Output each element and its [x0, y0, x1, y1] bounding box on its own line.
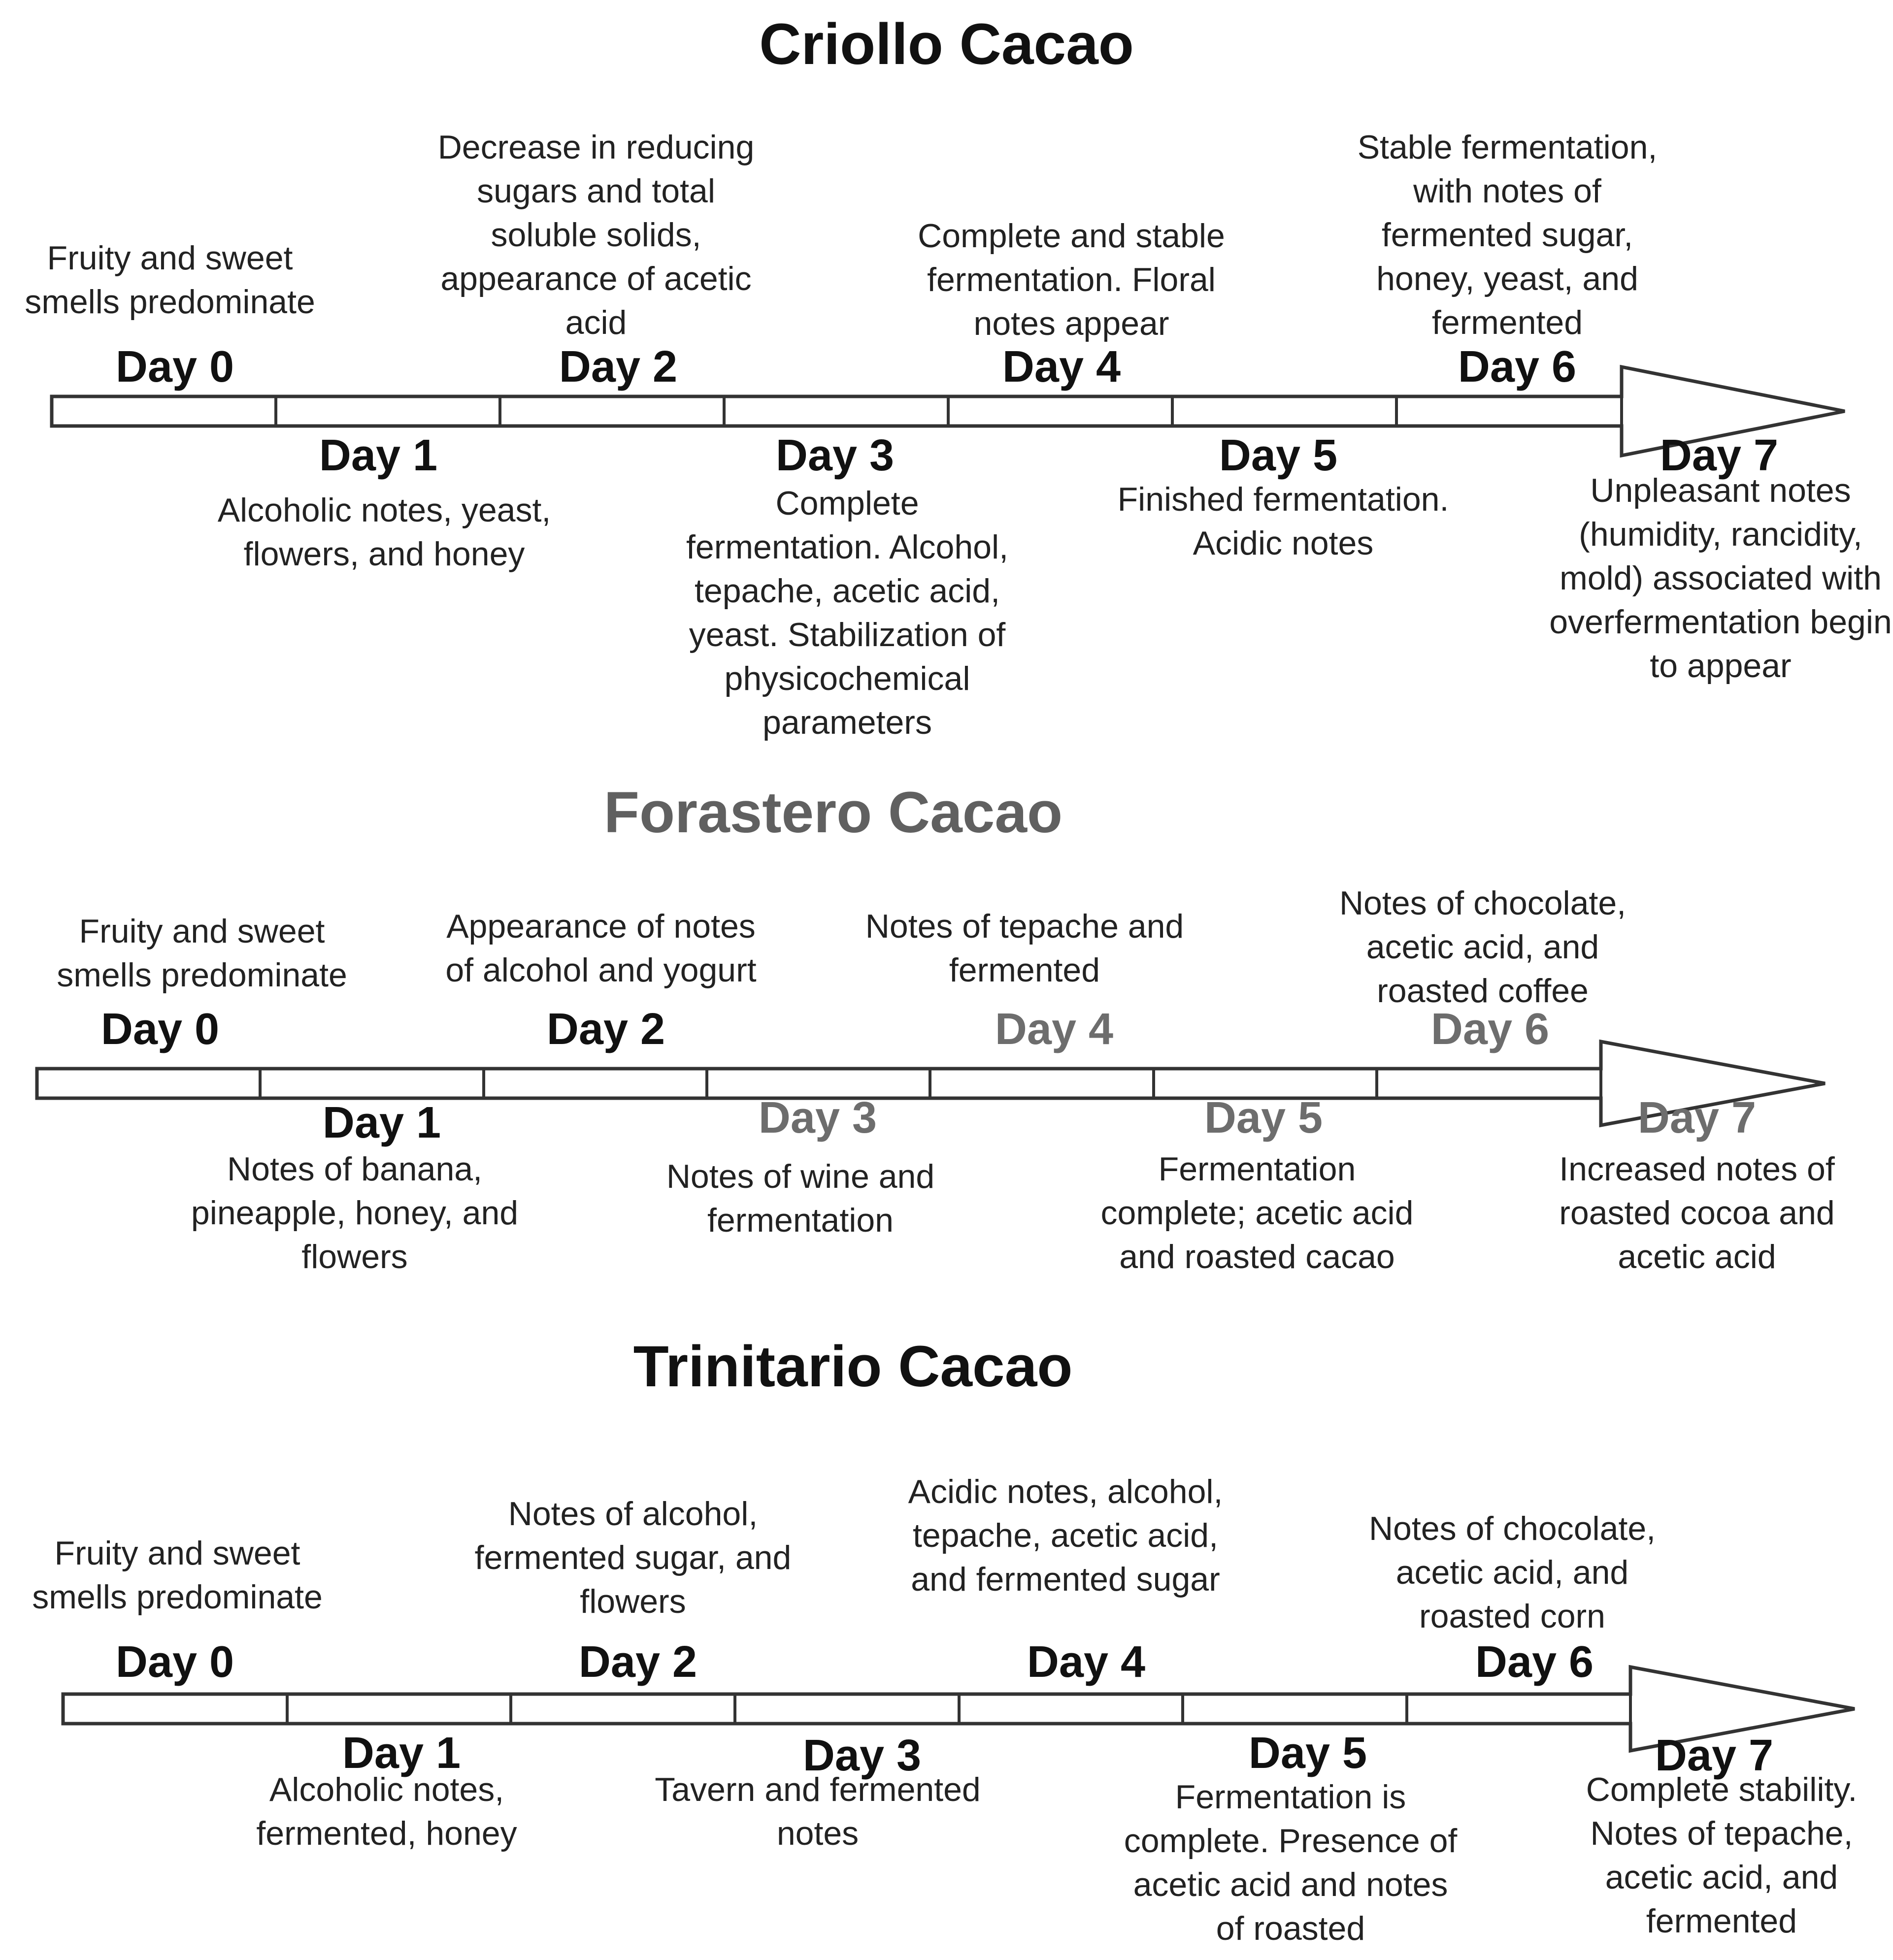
note-trinitario-day0: Fruity and sweet smells predominate — [32, 1535, 323, 1616]
note-forastero-day1: Notes of banana, pineapple, honey, and flowers — [191, 1150, 519, 1275]
timeline-criollo — [0, 0, 1893, 741]
day-label-trinitario-day2: Day 2 — [578, 1637, 697, 1687]
day-label-criollo-day5: Day 5 — [1219, 431, 1338, 480]
title-forastero: Forastero Cacao — [603, 780, 1063, 845]
day-label-forastero-day6: Day 6 — [1430, 1005, 1550, 1054]
day-label-forastero-day0: Day 0 — [100, 1005, 220, 1054]
note-forastero-day5: Fermentation complete; acetic acid and roasted cacao — [1100, 1150, 1414, 1275]
note-trinitario-day6: Notes of chocolate, acetic acid, and roasted corn — [1368, 1510, 1656, 1635]
note-forastero-day4: Notes of tepache and fermented — [865, 908, 1184, 989]
day-label-forastero-day5: Day 5 — [1204, 1093, 1323, 1143]
day-label-trinitario-day4: Day 4 — [1027, 1637, 1146, 1687]
note-criollo-day1: Alcoholic notes, yeast, flowers, and honey — [217, 491, 551, 573]
note-forastero-day6: Notes of chocolate, acetic acid, and roasted coffee — [1339, 884, 1627, 1010]
note-trinitario-day4: Acidic notes, alcohol, tepache, acetic acid, and fermented sugar — [908, 1473, 1223, 1598]
title-trinitario: Trinitario Cacao — [633, 1334, 1073, 1399]
note-criollo-day7: Unpleasant notes (humidity, rancidity, mold) associated with overfermentation begin to appear — [1549, 472, 1892, 685]
day-label-criollo-day1: Day 1 — [319, 431, 438, 480]
day-label-forastero-day2: Day 2 — [546, 1005, 665, 1054]
day-label-trinitario-day3: Day 3 — [802, 1731, 922, 1780]
note-trinitario-day3: Tavern and fermented notes — [655, 1771, 981, 1852]
note-forastero-day7: Increased notes of roasted cocoa and acetic acid — [1559, 1150, 1835, 1275]
day-label-forastero-day3: Day 3 — [758, 1093, 877, 1143]
day-label-forastero-day7: Day 7 — [1637, 1093, 1757, 1143]
day-label-criollo-day4: Day 4 — [1002, 342, 1121, 392]
note-forastero-day2: Appearance of notes of alcohol and yogurt — [445, 908, 757, 989]
note-criollo-day5: Finished fermentation. Acidic notes — [1117, 481, 1449, 562]
note-forastero-day0: Fruity and sweet smells predominate — [57, 913, 347, 994]
note-trinitario-day1: Alcoholic notes, fermented, honey — [256, 1771, 517, 1852]
timeline-trinitario — [0, 1320, 1893, 1960]
day-label-forastero-day4: Day 4 — [995, 1005, 1114, 1054]
note-trinitario-day2: Notes of alcohol, fermented sugar, and flowers — [474, 1495, 792, 1620]
note-criollo-day0: Fruity and sweet smells predominate — [25, 239, 315, 321]
day-label-trinitario-day0: Day 0 — [115, 1637, 234, 1687]
note-trinitario-day7: Complete stability. Notes of tepache, acetic acid, and fermented — [1586, 1771, 1858, 1940]
day-label-forastero-day1: Day 1 — [322, 1098, 441, 1147]
timeline-forastero — [0, 670, 1893, 1310]
day-label-criollo-day3: Day 3 — [775, 431, 895, 480]
day-label-trinitario-day5: Day 5 — [1248, 1729, 1367, 1778]
day-label-criollo-day2: Day 2 — [559, 342, 678, 392]
note-criollo-day6: Stable fermentation, with notes of fermented sugar, honey, yeast, and fermented — [1357, 129, 1658, 341]
note-trinitario-day5: Fermentation is complete. Presence of acetic acid and notes of roasted — [1124, 1778, 1458, 1947]
day-label-criollo-day7: Day 7 — [1660, 431, 1779, 480]
note-criollo-day3: Complete fermentation. Alcohol, tepache, acetic acid, yeast. Stabilization of physicochemical parameters — [686, 485, 1008, 741]
day-label-criollo-day0: Day 0 — [115, 342, 234, 392]
day-label-trinitario-day6: Day 6 — [1475, 1637, 1594, 1687]
day-label-trinitario-day1: Day 1 — [342, 1729, 461, 1778]
note-criollo-day4: Complete and stable fermentation. Floral notes appear — [918, 217, 1225, 342]
title-criollo: Criollo Cacao — [759, 12, 1134, 77]
note-forastero-day3: Notes of wine and fermentation — [666, 1158, 935, 1239]
day-label-trinitario-day7: Day 7 — [1655, 1731, 1774, 1780]
note-criollo-day2: Decrease in reducing sugars and total soluble solids, appearance of acetic acid — [437, 129, 755, 341]
day-label-criollo-day6: Day 6 — [1458, 342, 1577, 392]
